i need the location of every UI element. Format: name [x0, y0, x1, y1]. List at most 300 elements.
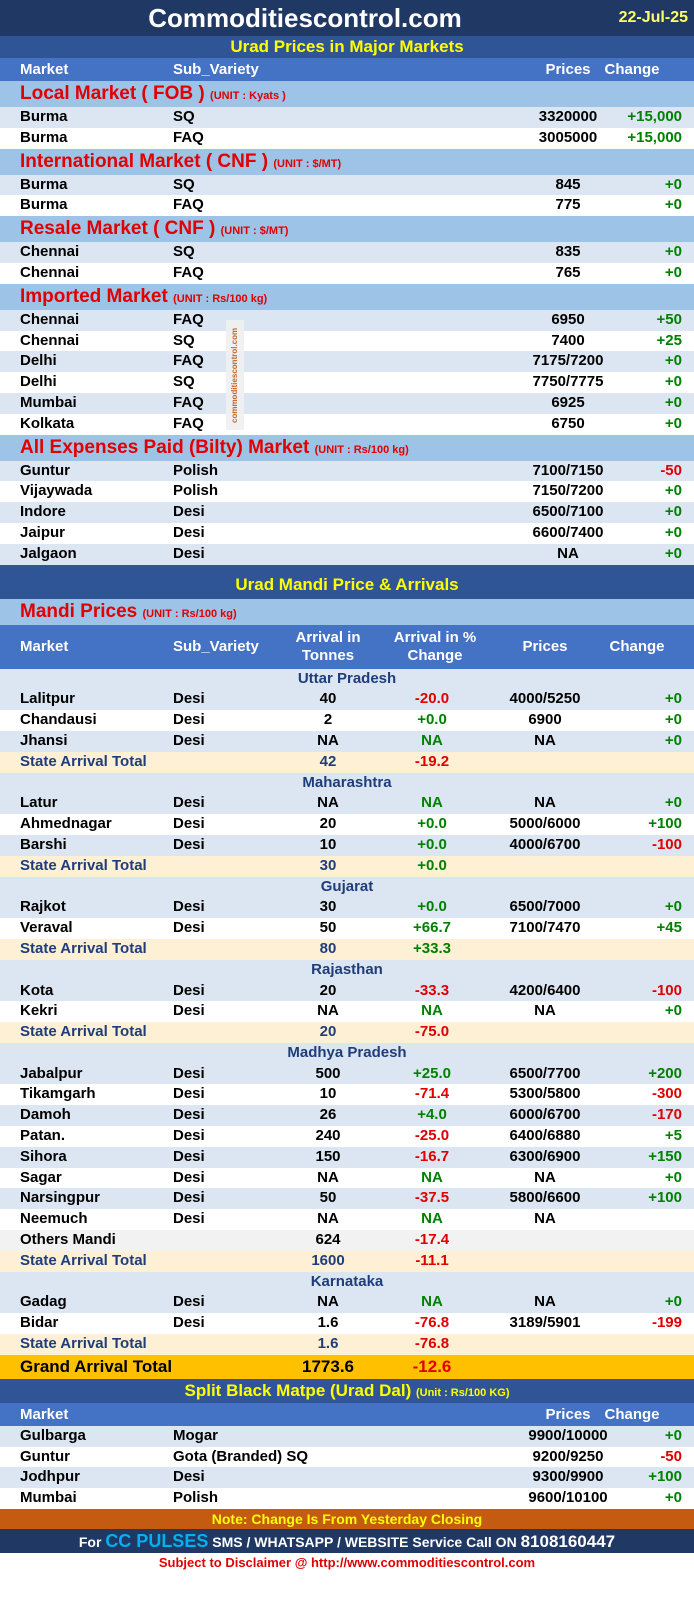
- price-group-unit: (UNIT : Kyats ): [210, 90, 286, 102]
- change-value: +45: [656, 919, 682, 937]
- sub-variety: SQ: [173, 175, 195, 193]
- sub-variety: FAQ: [173, 393, 204, 411]
- grand-change: -12.6: [412, 1356, 452, 1376]
- change-value: -50: [660, 461, 682, 479]
- arrival-change: +0.0: [417, 898, 447, 916]
- disclaimer[interactable]: Subject to Disclaimer @ http://www.commoditiescontrol.com: [0, 1553, 694, 1573]
- state-total-label: State Arrival Total: [20, 939, 147, 957]
- sub-variety: Desi: [173, 981, 205, 999]
- sub-variety: Desi: [173, 1293, 205, 1311]
- market-name: Barshi: [20, 835, 67, 853]
- price-value: 6400/6880: [509, 1127, 581, 1145]
- site-title: Commoditiescontrol.com: [148, 3, 462, 33]
- price-value: 765: [555, 263, 581, 281]
- change-value: +100: [648, 1189, 682, 1207]
- sub-variety: FAQ: [173, 128, 204, 146]
- price-value: 6750: [551, 414, 585, 432]
- state-name: Rajasthan: [0, 960, 694, 981]
- price-row: [0, 502, 694, 523]
- price-group-title: [0, 81, 694, 107]
- mandi-row: [0, 1292, 694, 1313]
- change-value: +5: [664, 1127, 682, 1145]
- change-value: +0: [664, 352, 682, 370]
- price-group-title: [0, 149, 694, 175]
- change-value: [592, 1209, 682, 1230]
- state-name: Gujarat: [0, 877, 694, 898]
- state-name: Maharashtra: [0, 773, 694, 794]
- arrival-change: -37.5: [414, 1189, 450, 1207]
- change-value: +200: [648, 1064, 682, 1082]
- cc-pre: For: [78, 1534, 102, 1551]
- arrival-change: -71.4: [414, 1085, 450, 1103]
- arrival-change: -33.3: [414, 981, 450, 999]
- state-name: Karnataka: [0, 1272, 694, 1293]
- price-group-name: Imported Market: [20, 285, 168, 307]
- arrival-tonnes: 26: [319, 1106, 337, 1124]
- price-value: 6900: [528, 711, 562, 729]
- market-name: Vijaywada: [20, 482, 93, 500]
- mandi-row: [0, 1168, 694, 1189]
- state-name: Madhya Pradesh: [0, 1043, 694, 1064]
- dcol-change: Change: [604, 1405, 660, 1423]
- sub-variety: Gota (Branded) SQ: [173, 1447, 309, 1465]
- price-value: 6500/7000: [509, 898, 581, 916]
- arrival-tonnes: 150: [315, 1147, 341, 1165]
- change-value: +0: [664, 1293, 682, 1311]
- sub-variety: Desi: [173, 898, 205, 916]
- dal-row: [0, 1426, 694, 1447]
- sub-variety: FAQ: [173, 414, 204, 432]
- mandi-row: [0, 814, 694, 835]
- sub-variety: Desi: [173, 711, 205, 729]
- price-group-unit: (UNIT : $/MT): [273, 157, 342, 170]
- market-name: Burma: [20, 128, 68, 146]
- dal-row: [0, 1488, 694, 1509]
- price-value: 3005000: [538, 128, 598, 146]
- change-value: +150: [648, 1147, 682, 1165]
- market-name: Burma: [20, 196, 68, 214]
- market-name: Neemuch: [20, 1210, 88, 1228]
- price-value: 4000/5250: [509, 690, 581, 708]
- price-row: [0, 107, 694, 128]
- arrival-change: +0.0: [417, 711, 447, 729]
- sub-variety: Desi: [173, 1127, 205, 1145]
- mcol-arrival: Arrival in Tonnes: [295, 628, 361, 664]
- sub-variety: Desi: [173, 1064, 205, 1082]
- sub-variety: Desi: [173, 690, 205, 708]
- change-value: +0: [664, 263, 682, 281]
- arrival-tonnes: 10: [319, 1085, 337, 1103]
- arrival-tonnes: 240: [315, 1127, 341, 1145]
- price-row: [0, 414, 694, 435]
- price-row: [0, 195, 694, 216]
- state-name: Uttar Pradesh: [0, 669, 694, 690]
- state-total-label: State Arrival Total: [20, 856, 147, 874]
- market-name: Kekri: [20, 1002, 58, 1020]
- state-total-arrival: 30: [319, 856, 337, 874]
- price-group-name: Resale Market ( CNF ): [20, 218, 216, 240]
- mcol-market: Market: [20, 637, 69, 655]
- price-group-unit: (UNIT : Rs/100 kg): [173, 292, 268, 305]
- mandi-row: [0, 1313, 694, 1334]
- state-total-row: [0, 752, 694, 773]
- price-row: [0, 481, 694, 502]
- mandi-row: [0, 918, 694, 939]
- dcol-market: Market: [20, 1405, 69, 1423]
- price-value: 775: [555, 196, 581, 214]
- mandi-row: [0, 710, 694, 731]
- change-value: +0: [664, 1168, 682, 1186]
- state-total-change: +33.3: [413, 939, 451, 957]
- cc-phone[interactable]: 8108160447: [520, 1532, 616, 1552]
- grand-arrival: 1773.6: [302, 1356, 354, 1376]
- price-group-unit: (UNIT : Rs/100 kg): [314, 443, 409, 456]
- price-value: 6600/7400: [532, 523, 604, 541]
- arrival-change: NA: [421, 1002, 443, 1020]
- state-total-arrival: 20: [319, 1023, 337, 1041]
- arrival-change: NA: [421, 1210, 443, 1228]
- change-value: +0: [664, 711, 682, 729]
- sub-variety: Desi: [173, 1189, 205, 1207]
- sub-variety: Polish: [173, 1489, 219, 1507]
- state-total-label: State Arrival Total: [20, 1251, 147, 1269]
- arrival-tonnes: 20: [319, 981, 337, 999]
- change-value: +0: [664, 1489, 682, 1507]
- change-value: +0: [664, 1002, 682, 1020]
- mandi-prices-label: Mandi Prices: [20, 600, 138, 622]
- change-value: -100: [651, 835, 682, 853]
- cc-pulses-banner: [0, 1529, 694, 1553]
- price-value: 9600/10100: [528, 1489, 608, 1507]
- sub-variety: FAQ: [173, 263, 204, 281]
- price-value: 835: [555, 243, 581, 261]
- arrival-tonnes: 40: [319, 690, 337, 708]
- change-value: +0: [664, 523, 682, 541]
- sub-variety: Desi: [173, 731, 205, 749]
- mandi-row: [0, 1105, 694, 1126]
- mandi-row: [0, 1126, 694, 1147]
- change-value: +0: [664, 690, 682, 708]
- arrival-change: +0.0: [417, 815, 447, 833]
- change-value: +25: [656, 331, 682, 349]
- price-row: [0, 331, 694, 352]
- change-value: +15,000: [627, 128, 682, 146]
- mandi-row: [0, 793, 694, 814]
- state-total-label: State Arrival Total: [20, 1335, 147, 1353]
- arrival-tonnes: NA: [317, 1210, 339, 1228]
- price-row: [0, 263, 694, 284]
- market-name: Burma: [20, 175, 68, 193]
- state-total-arrival: 1.6: [317, 1335, 339, 1353]
- price-row: [0, 544, 694, 565]
- arrival-change: -16.7: [414, 1147, 450, 1165]
- col-sub-variety: Sub_Variety: [173, 61, 259, 78]
- price-value: 5000/6000: [509, 815, 581, 833]
- market-name: Delhi: [20, 352, 57, 370]
- price-value: NA: [534, 1168, 556, 1186]
- state-total-row: [0, 1022, 694, 1043]
- change-value: +0: [664, 414, 682, 432]
- state-total-change: +0.0: [417, 856, 447, 874]
- change-value: -199: [651, 1314, 682, 1332]
- arrival-change: +0.0: [417, 835, 447, 853]
- market-name: Mumbai: [20, 393, 77, 411]
- sub-variety: Desi: [173, 794, 205, 812]
- state-total-change: -75.0: [414, 1023, 450, 1041]
- price-value: 6500/7100: [532, 503, 604, 521]
- market-name: Chennai: [20, 263, 80, 281]
- price-value: 5300/5800: [509, 1085, 581, 1103]
- market-name: Patan.: [20, 1127, 66, 1145]
- price-group-unit: (UNIT : $/MT): [220, 225, 289, 238]
- change-value: +0: [664, 373, 682, 391]
- mandi-row: [0, 1188, 694, 1209]
- change-value: -300: [651, 1085, 682, 1103]
- cc-mid: SMS / WHATSAPP / WEBSITE Service Call ON: [212, 1534, 517, 1551]
- sub-variety: Polish: [173, 482, 219, 500]
- price-value: 9200/9250: [532, 1447, 604, 1465]
- market-name: Lalitpur: [20, 690, 75, 708]
- market-name: Ahmednagar: [20, 815, 112, 833]
- price-value: 6950: [551, 310, 585, 328]
- market-name: Delhi: [20, 373, 57, 391]
- footer-note: Note: Change Is From Yesterday Closing: [0, 1509, 694, 1529]
- col-change: Change: [604, 61, 660, 78]
- arrival-tonnes: NA: [317, 1168, 339, 1186]
- sub-variety: Desi: [173, 1002, 205, 1020]
- market-name: Guntur: [20, 1447, 70, 1465]
- sub-variety: SQ: [173, 331, 195, 349]
- price-value: 6300/6900: [509, 1147, 581, 1165]
- mandi-prices-title: [0, 599, 694, 625]
- arrival-change: +66.7: [413, 919, 451, 937]
- dal-row: [0, 1447, 694, 1468]
- mcol-sub-variety: Sub_Variety: [173, 637, 259, 655]
- market-name: Gulbarga: [20, 1426, 86, 1444]
- price-value: 7750/7775: [532, 373, 604, 391]
- mcol-change: Change: [609, 637, 665, 655]
- arrival-tonnes: 50: [319, 919, 337, 937]
- arrival-tonnes: 30: [319, 898, 337, 916]
- market-name: Rajkot: [20, 898, 66, 916]
- price-group-name: All Expenses Paid (Bilty) Market: [20, 436, 310, 458]
- mandi-unit: (UNIT : Rs/100 kg): [142, 607, 237, 620]
- dal-rows: [0, 1426, 694, 1509]
- price-value: NA: [534, 1293, 556, 1311]
- others-mandi-row: [0, 1230, 694, 1251]
- price-value: NA: [534, 1210, 556, 1228]
- col-prices: Prices: [545, 61, 591, 78]
- sub-variety: Desi: [173, 1106, 205, 1124]
- market-name: Chennai: [20, 331, 80, 349]
- price-value: 7175/7200: [532, 352, 604, 370]
- arrival-tonnes: NA: [317, 794, 339, 812]
- dal-row: [0, 1467, 694, 1488]
- price-value: NA: [557, 544, 579, 562]
- sub-variety: FAQ: [173, 196, 204, 214]
- mcol-arrival-change: Arrival in % Change: [393, 628, 477, 664]
- arrival-change: NA: [421, 794, 443, 812]
- market-name: Gadag: [20, 1293, 67, 1311]
- arrival-tonnes: 500: [315, 1064, 341, 1082]
- state-total-row: [0, 1334, 694, 1355]
- change-value: +100: [648, 1468, 682, 1486]
- price-value: NA: [534, 1002, 556, 1020]
- sub-variety: Mogar: [173, 1426, 218, 1444]
- market-name: Burma: [20, 108, 68, 125]
- price-row: [0, 372, 694, 393]
- change-value: +0: [664, 544, 682, 562]
- mandi-row: [0, 1001, 694, 1022]
- market-name: Jalgaon: [20, 544, 77, 562]
- sub-variety: SQ: [173, 108, 195, 125]
- change-value: -170: [651, 1106, 682, 1124]
- price-group-title: [0, 435, 694, 461]
- price-value: 7100/7150: [532, 461, 604, 479]
- sub-variety: Desi: [173, 919, 205, 937]
- watermark-logo: commoditiescontrol.com: [226, 320, 244, 430]
- price-row: [0, 175, 694, 196]
- arrival-change: +25.0: [413, 1064, 451, 1082]
- price-row: [0, 242, 694, 263]
- mandi-row: [0, 897, 694, 918]
- prices-section-title: Urad Prices in Major Markets: [0, 36, 694, 58]
- state-total-arrival: 80: [319, 939, 337, 957]
- change-value: +15,000: [627, 108, 682, 125]
- price-groups: [0, 81, 694, 565]
- change-value: +0: [664, 393, 682, 411]
- mandi-row: [0, 1064, 694, 1085]
- price-value: 7150/7200: [532, 482, 604, 500]
- state-total-label: State Arrival Total: [20, 1023, 147, 1041]
- change-value: +100: [648, 815, 682, 833]
- change-value: +0: [664, 175, 682, 193]
- price-group-title: [0, 284, 694, 310]
- cc-brand: CC PULSES: [105, 1531, 209, 1552]
- state-total-arrival: 42: [319, 752, 337, 770]
- mandi-row: [0, 689, 694, 710]
- state-total-row: [0, 856, 694, 877]
- arrival-change: NA: [421, 1168, 443, 1186]
- report-date: 22-Jul-25: [618, 9, 688, 26]
- price-row: [0, 393, 694, 414]
- sub-variety: SQ: [173, 243, 195, 261]
- market-name: Bidar: [20, 1314, 59, 1332]
- state-total-label: State Arrival Total: [20, 752, 147, 770]
- change-value: +0: [664, 243, 682, 261]
- market-name: Veraval: [20, 919, 73, 937]
- dal-header-row: [0, 1403, 694, 1426]
- price-value: 845: [555, 175, 581, 193]
- arrival-tonnes: 1.6: [317, 1314, 339, 1332]
- market-name: Jhansi: [20, 731, 68, 749]
- change-value: +0: [664, 482, 682, 500]
- market-name: Sihora: [20, 1147, 67, 1165]
- sub-variety: Desi: [173, 1314, 205, 1332]
- col-market: Market: [20, 61, 69, 78]
- market-name: Latur: [20, 794, 58, 812]
- market-name: Kota: [20, 981, 54, 999]
- market-name: Jaipur: [20, 523, 66, 541]
- sub-variety: FAQ: [173, 352, 204, 370]
- price-value: 6000/6700: [509, 1106, 581, 1124]
- arrival-change: NA: [421, 1293, 443, 1311]
- dal-section-title: [0, 1379, 694, 1403]
- change-value: +0: [664, 898, 682, 916]
- change-value: +0: [664, 794, 682, 812]
- market-name: Narsingpur: [20, 1189, 101, 1207]
- top-bar: [0, 0, 694, 36]
- price-group-name: International Market ( CNF ): [20, 150, 269, 172]
- arrival-change: NA: [421, 731, 443, 749]
- market-name: Indore: [20, 503, 66, 521]
- price-row: [0, 128, 694, 149]
- price-row: [0, 310, 694, 331]
- arrival-change: -20.0: [414, 690, 450, 708]
- market-name: Kolkata: [20, 414, 75, 432]
- arrival-tonnes: NA: [317, 1002, 339, 1020]
- state-total-change: -11.1: [415, 1251, 449, 1269]
- market-name: Damoh: [20, 1106, 71, 1124]
- arrival-change: -76.8: [414, 1314, 450, 1332]
- grand-label: Grand Arrival Total: [20, 1356, 173, 1376]
- grand-total-row: [0, 1355, 694, 1379]
- arrival-tonnes: 10: [319, 835, 337, 853]
- price-row: [0, 351, 694, 372]
- price-value: NA: [534, 731, 556, 749]
- market-name: Guntur: [20, 461, 70, 479]
- price-row: [0, 523, 694, 544]
- price-group-name: Local Market ( FOB ): [20, 83, 205, 104]
- sub-variety: Desi: [173, 1210, 205, 1228]
- mandi-states: [0, 669, 694, 1355]
- state-total-row: [0, 939, 694, 960]
- arrival-change: +4.0: [417, 1106, 447, 1124]
- market-name: Jabalpur: [20, 1064, 83, 1082]
- others-label: Others Mandi: [20, 1231, 116, 1249]
- market-name: Tikamgarh: [20, 1085, 96, 1103]
- mandi-row: [0, 1084, 694, 1105]
- market-name: Mumbai: [20, 1489, 77, 1507]
- prices-header-row: [0, 58, 694, 81]
- sub-variety: Desi: [173, 503, 205, 521]
- price-value: 9300/9900: [532, 1468, 604, 1486]
- market-name: Chandausi: [20, 711, 97, 729]
- change-value: +0: [664, 731, 682, 749]
- mcol-prices: Prices: [522, 637, 568, 655]
- change-value: +0: [664, 196, 682, 214]
- mandi-row: [0, 981, 694, 1002]
- sub-variety: Desi: [173, 1468, 205, 1486]
- sub-variety: SQ: [173, 373, 195, 391]
- sub-variety: Desi: [173, 544, 205, 562]
- market-name: Chennai: [20, 243, 80, 261]
- dal-unit: (Unit : Rs/100 KG): [415, 1386, 510, 1399]
- sub-variety: Desi: [173, 1168, 205, 1186]
- arrival-tonnes: 50: [319, 1189, 337, 1207]
- change-value: +0: [664, 1426, 682, 1444]
- price-value: 4200/6400: [509, 981, 581, 999]
- change-value: +0: [664, 503, 682, 521]
- price-value: 3320000: [538, 108, 598, 125]
- mandi-section-title: Urad Mandi Price & Arrivals: [0, 571, 694, 599]
- state-total-arrival: 1600: [311, 1251, 345, 1269]
- market-name: Jodhpur: [20, 1468, 80, 1486]
- market-name: Sagar: [20, 1168, 62, 1186]
- price-value: 7400: [551, 331, 585, 349]
- change-value: -50: [660, 1447, 682, 1465]
- mandi-row: [0, 1209, 694, 1230]
